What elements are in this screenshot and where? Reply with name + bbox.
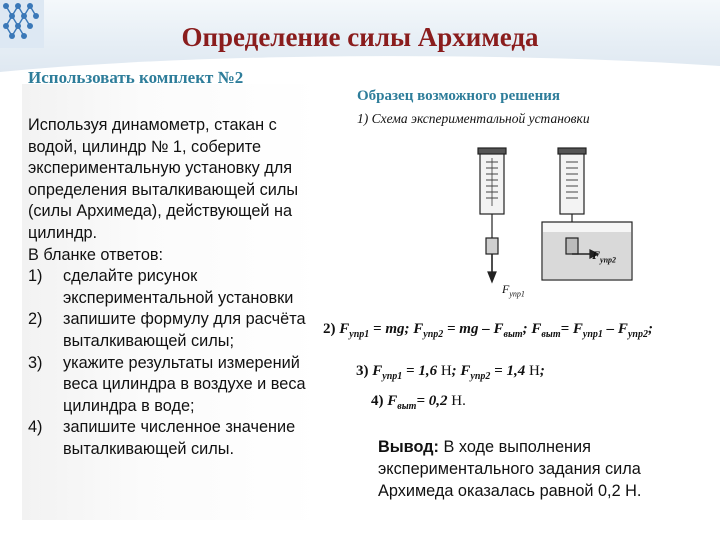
step-text: сделайте рисунок экспериментальной установки [63,267,294,307]
formula-3: 3) $F_{упр1} = 1,6$ Н; $F_{упр2} = 1,4$ Н; [356,363,545,382]
step-item [28,417,328,460]
dynamometer-air [478,148,506,282]
page-title: Определение силы Архимеда [181,22,539,52]
instructions-line: определения выталкивающей силы [28,180,299,199]
instructions-paragraph [28,115,328,245]
kit-label: Использовать комплект №2 [28,68,244,87]
task-text [28,115,328,461]
conclusion-label: Вывод: [378,438,439,456]
step-number: 3) [28,353,43,372]
instructions-line: водой, цилиндр № 1, соберите [28,137,262,156]
formula-4: 4) $F_{выт}= 0,2$ Н. [371,393,466,412]
step-number: 1) [28,267,43,286]
step-number: 4) [28,418,43,437]
force-label-f2: $F_{упр2}$ [592,248,617,265]
instructions-line: (силы Архимеда), действующей на [28,202,293,221]
answers-intro: В бланке ответов: [28,245,164,264]
step-item [28,266,328,309]
instructions-line: Используя динамометр, стакан с [28,116,277,134]
formula-2: 2) $F_{упр1}$ = mg; $F_{упр2}$ = mg – $F_{выт}$; $F_{выт}= F_{упр1} - F_{упр2}$; [323,321,653,340]
sample-solution-title: Образец возможного решения [357,88,560,104]
step-number: 2) [28,310,43,329]
conclusion [378,436,688,502]
step-item [28,353,328,418]
step-text: запишите численное значение выталкивающей силы. [63,418,296,458]
step-text: укажите результаты измерений веса цилиндра в воздухе и веса цилиндра в воде; [63,353,306,415]
instructions-line: экспериментальную установку для [28,159,293,178]
steps-list [28,266,328,460]
apparatus-diagram [470,136,640,299]
instructions-line: цилиндр. [28,223,98,242]
conclusion-text: В ходе выполнения экспериментального задания сила Архимеда оказалась равной 0,2 Н. [378,438,642,500]
scheme-label: 1) Схема экспериментальной установки [357,111,590,126]
step-text: запишите формулу для расчёта выталкивающей силы; [63,310,306,350]
force-label-f1: $F_{упр1}$ [502,282,525,299]
dynamometer-water [542,148,632,280]
step-item [28,309,328,352]
